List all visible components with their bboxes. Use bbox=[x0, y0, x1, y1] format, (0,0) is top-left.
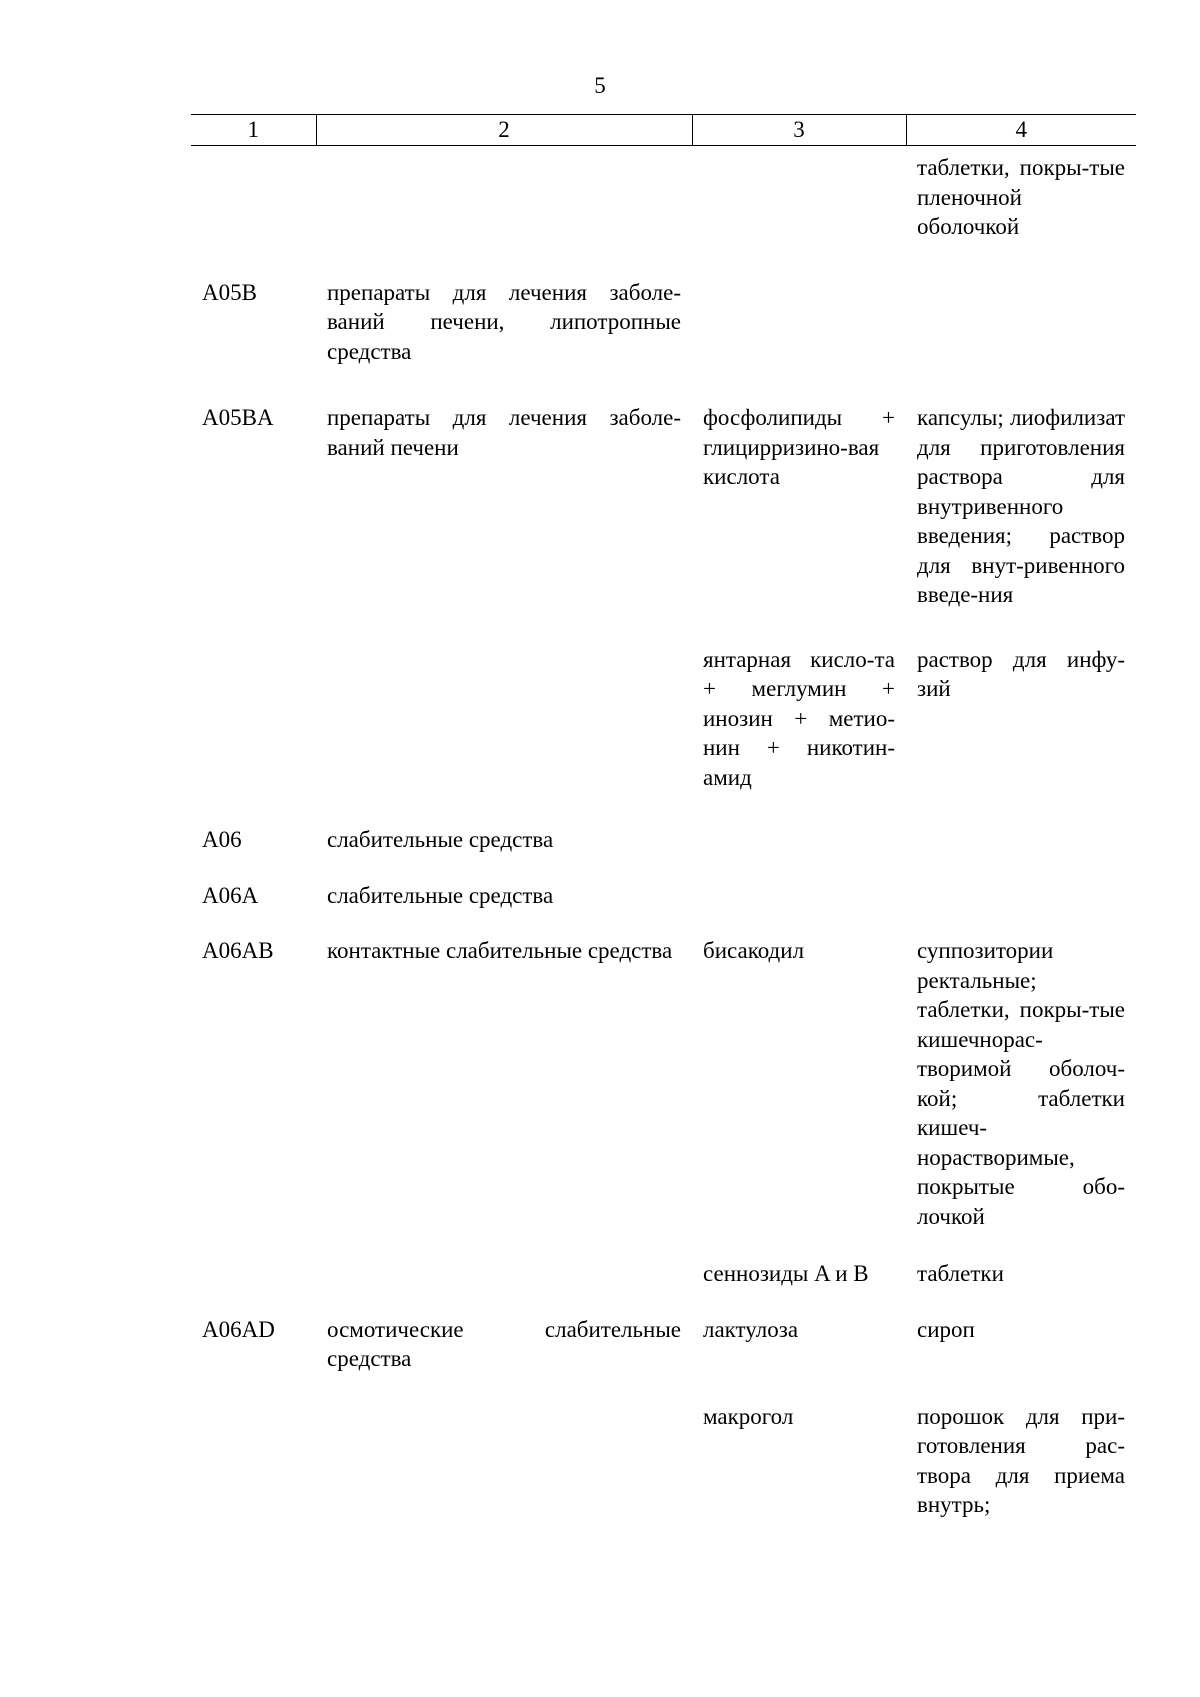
table-row bbox=[191, 1259, 1136, 1315]
dosage-form: суппозитории ректальные; таблетки, покры-тые кишечнорас-творимой оболоч-кой; таблетки кишеч-норастворимые, покрытые обо-лочкой bbox=[917, 938, 1125, 1229]
group-name: осмотические слабительные средства bbox=[327, 1316, 681, 1371]
atc-code bbox=[191, 639, 316, 822]
substance-name bbox=[692, 881, 906, 937]
dosage-form: капсулы; лиофилизат для приготовления раствора для внутривенного введения; раствор для внут-ривенного введе-ния bbox=[917, 405, 1125, 607]
atc-code: A05B bbox=[202, 279, 257, 305]
group-name: препараты для лечения заболе-ваний печени, липотропные средства bbox=[327, 279, 681, 364]
header-row bbox=[191, 115, 1136, 146]
substance-name: сеннозиды A и B bbox=[703, 1261, 869, 1286]
table bbox=[191, 114, 1136, 1520]
header-col-1: 1 bbox=[191, 115, 316, 146]
substance-name: бисакодил bbox=[703, 938, 805, 963]
group-name bbox=[316, 146, 692, 272]
atc-code: A06 bbox=[202, 827, 242, 852]
substance-name bbox=[692, 146, 906, 272]
group-name bbox=[316, 1259, 692, 1315]
substance-name: макрогол bbox=[703, 1403, 794, 1429]
table-row bbox=[191, 146, 1136, 272]
table-row bbox=[191, 396, 1136, 639]
header-col-2: 2 bbox=[316, 115, 692, 146]
atc-code: A06AB bbox=[202, 938, 274, 963]
dosage-form: сироп bbox=[917, 1316, 975, 1342]
atc-code: A06A bbox=[202, 882, 259, 908]
table-row bbox=[191, 821, 1136, 881]
atc-code: A05BA bbox=[202, 405, 274, 430]
atc-code bbox=[191, 1259, 316, 1315]
table-row bbox=[191, 639, 1136, 822]
dosage-form bbox=[906, 881, 1136, 937]
substance-name bbox=[692, 821, 906, 881]
atc-code bbox=[191, 146, 316, 272]
dosage-form: порошок для при-готовления рас-твора для приема внутрь; bbox=[917, 1403, 1125, 1517]
substance-name: фосфолипиды + глицирризино-вая кислота bbox=[703, 405, 895, 489]
group-name: слабительные средства bbox=[327, 827, 554, 852]
dosage-form: раствор для инфу-зий bbox=[917, 646, 1125, 701]
group-name: слабительные средства bbox=[327, 882, 554, 908]
substance-name: янтарная кисло-та + меглумин + инозин + метио-нин + никотин-амид bbox=[703, 646, 895, 790]
substance-name: лактулоза bbox=[703, 1316, 799, 1342]
group-name bbox=[316, 639, 692, 822]
header-col-4: 4 bbox=[906, 115, 1136, 146]
table-row bbox=[191, 936, 1136, 1259]
table-row bbox=[191, 1315, 1136, 1402]
atc-code bbox=[191, 1402, 316, 1520]
dosage-form bbox=[906, 272, 1136, 397]
group-name: контактные слабительные средства bbox=[327, 938, 673, 963]
table-row bbox=[191, 1402, 1136, 1520]
atc-code: A06AD bbox=[202, 1316, 275, 1342]
page-number: 5 bbox=[594, 73, 606, 98]
medication-table bbox=[191, 114, 1136, 1520]
group-name bbox=[316, 1402, 692, 1520]
substance-name bbox=[692, 272, 906, 397]
table-row bbox=[191, 881, 1136, 937]
table-row bbox=[191, 272, 1136, 397]
dosage-form bbox=[906, 821, 1136, 881]
group-name: препараты для лечения заболе-ваний печени bbox=[327, 405, 681, 460]
dosage-form: таблетки bbox=[917, 1261, 1004, 1286]
dosage-form: таблетки, покры-тые пленочной оболочкой bbox=[917, 155, 1125, 239]
table-header bbox=[191, 115, 1136, 146]
table-body bbox=[191, 146, 1136, 1520]
header-col-3: 3 bbox=[692, 115, 906, 146]
